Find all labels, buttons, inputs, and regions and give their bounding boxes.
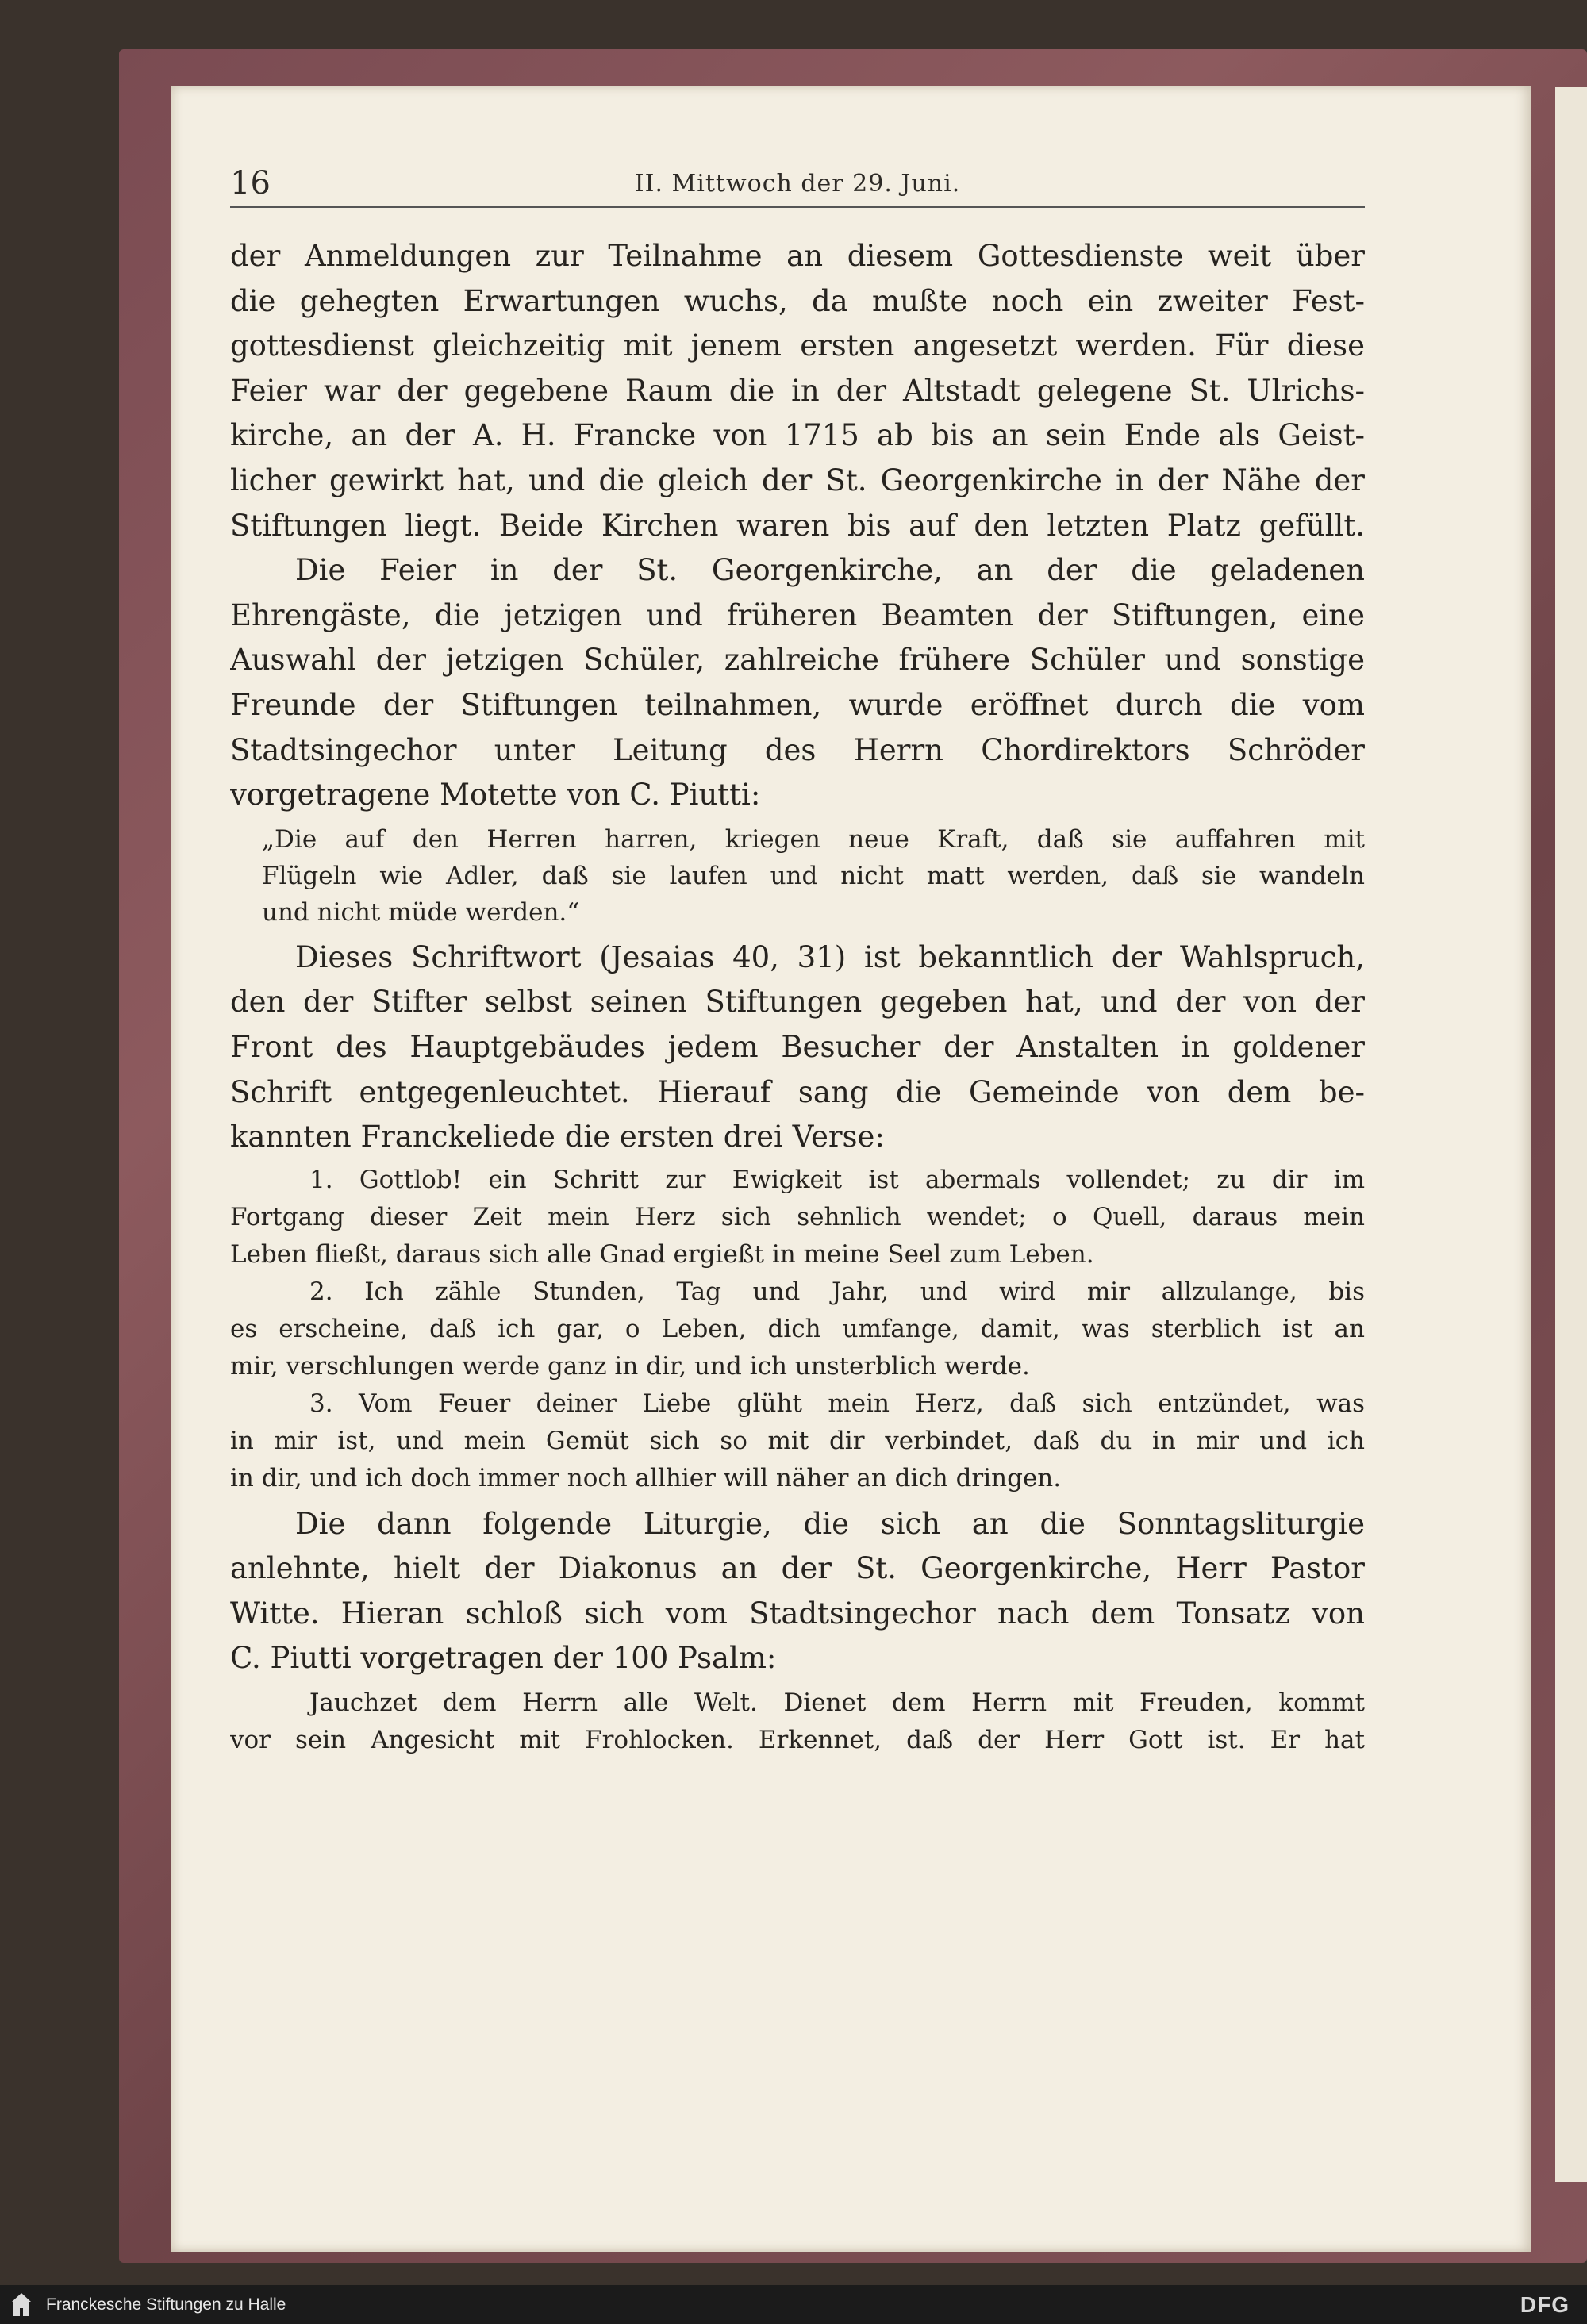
text-line: Witte. Hieran schloß sich vom Stadtsingechor nach dem Tonsatz von — [230, 1596, 1365, 1631]
text-line: licher gewirkt hat, und die gleich der St. Georgenkirche in der Nähe der — [230, 463, 1365, 497]
verse-line: mir, verschlungen werde ganz in dir, und ich unsterblich werde. — [230, 1351, 1030, 1381]
text-line: die gehegten Erwartungen wuchs, da mußte noch ein zweiter Fest- — [230, 283, 1365, 318]
verse-line: Fortgang dieser Zeit mein Herz sich sehnlich wendet; o Quell, daraus mein — [230, 1202, 1365, 1231]
text-line: C. Piutti vorgetragen der 100 Psalm: — [230, 1641, 777, 1676]
text-line: den der Stifter selbst seinen Stiftungen gegeben hat, und der von der — [230, 985, 1365, 1020]
text-line: vorgetragene Motette von C. Piutti: — [230, 778, 761, 812]
verse-line: 3. Vom Feuer deiner Liebe glüht mein Herz, daß sich entzündet, was — [309, 1389, 1365, 1418]
quote-line: und nicht müde werden.“ — [262, 897, 580, 927]
text-line: Front des Hauptgebäudes jedem Besucher der Anstalten in goldener — [230, 1029, 1365, 1064]
paragraph-2 — [230, 548, 1365, 818]
text-line: der Anmeldungen zur Teilnahme an diesem Gottesdienste weit über — [230, 239, 1365, 273]
verse-line: in dir, und ich doch immer noch allhier will näher an dich dringen. — [230, 1463, 1062, 1492]
verse-line: es erscheine, daß ich gar, o Leben, dich umfange, damit, was sterblich ist an — [230, 1314, 1365, 1343]
hymn-verses — [230, 1162, 1365, 1497]
text-line: gottesdienst gleichzeitig mit jenem ersten angesetzt werden. Für diese — [230, 328, 1365, 363]
text-line: Auswahl der jetzigen Schüler, zahlreiche frühere Schüler und sonstige — [230, 643, 1365, 678]
psalm-text — [230, 1684, 1365, 1759]
text-line: Freunde der Stiftungen teilnahmen, wurde eröffnet durch die vom — [230, 687, 1365, 722]
text-line: Schrift entgegenleuchtet. Hierauf sang die Gemeinde von dem be- — [230, 1074, 1365, 1109]
text-line: Dieses Schriftwort (Jesaias 40, 31) ist bekanntlich der Wahlspruch, — [295, 939, 1365, 974]
psalm-line: vor sein Angesicht mit Frohlocken. Erkennet, daß der Herr Gott ist. Er hat — [230, 1726, 1365, 1755]
verse-line: Leben fließt, daraus sich alle Gnad ergießt in meine Seel zum Leben. — [230, 1239, 1094, 1269]
text-line: kannten Franckeliede die ersten drei Verse: — [230, 1120, 885, 1154]
text-line: Stiftungen liegt. Beide Kirchen waren bis auf den letzten Platz gefüllt. — [230, 508, 1365, 543]
paragraph-4 — [230, 1502, 1365, 1681]
verse-line: 1. Gottlob! ein Schritt zur Ewigkeit ist abermals vollendet; zu dir im — [309, 1165, 1365, 1194]
text-line: Ehrengäste, die jetzigen und früheren Beamten der Stiftungen, eine — [230, 597, 1365, 632]
verse-line: in mir ist, und mein Gemüt sich so mit dir verbindet, daß du in mir und ich — [230, 1426, 1365, 1455]
francke-logo-icon — [11, 2291, 32, 2318]
text-line: Feier war der gegebene Raum die in der Altstadt gelegene St. Ulrichs- — [230, 373, 1365, 408]
text-line: Stadtsingechor unter Leitung des Herrn Chordirektors Schröder — [230, 732, 1365, 767]
text-line: Die Feier in der St. Georgenkirche, an der die geladenen — [295, 553, 1365, 588]
paragraph-1 — [230, 234, 1365, 548]
paragraph-3 — [230, 935, 1365, 1160]
text-line: anlehnte, hielt der Diakonus an der St. Georgenkirche, Herr Pastor — [230, 1551, 1365, 1586]
text-line: Die dann folgende Liturgie, die sich an die Sonntagsliturgie — [295, 1506, 1365, 1541]
dfg-logo: DFG — [1520, 2292, 1570, 2317]
page-number: 16 — [230, 165, 271, 202]
text-line: kirche, an der A. H. Francke von 1715 ab bis an sein Ende als Geist- — [230, 418, 1365, 453]
page-text — [230, 234, 1365, 1759]
running-head — [230, 159, 1365, 208]
quote-line: Flügeln wie Adler, daß sie laufen und nicht matt werden, daß sie wandeln — [262, 861, 1365, 890]
verse-line: 2. Ich zähle Stunden, Tag und Jahr, und wird mir allzulange, bis — [309, 1277, 1365, 1306]
quote-line: „Die auf den Herren harren, kriegen neue Kraft, daß sie auffahren mit — [262, 824, 1365, 854]
next-page-edge — [1555, 87, 1587, 2182]
institution-name: Franckesche Stiftungen zu Halle — [46, 2295, 286, 2314]
psalm-line: Jauchzet dem Herrn alle Welt. Dienet dem Herrn mit Freuden, kommt — [309, 1688, 1365, 1718]
running-head-title: II. Mittwoch der 29. Juni. — [634, 170, 961, 198]
quote-block — [230, 821, 1365, 931]
